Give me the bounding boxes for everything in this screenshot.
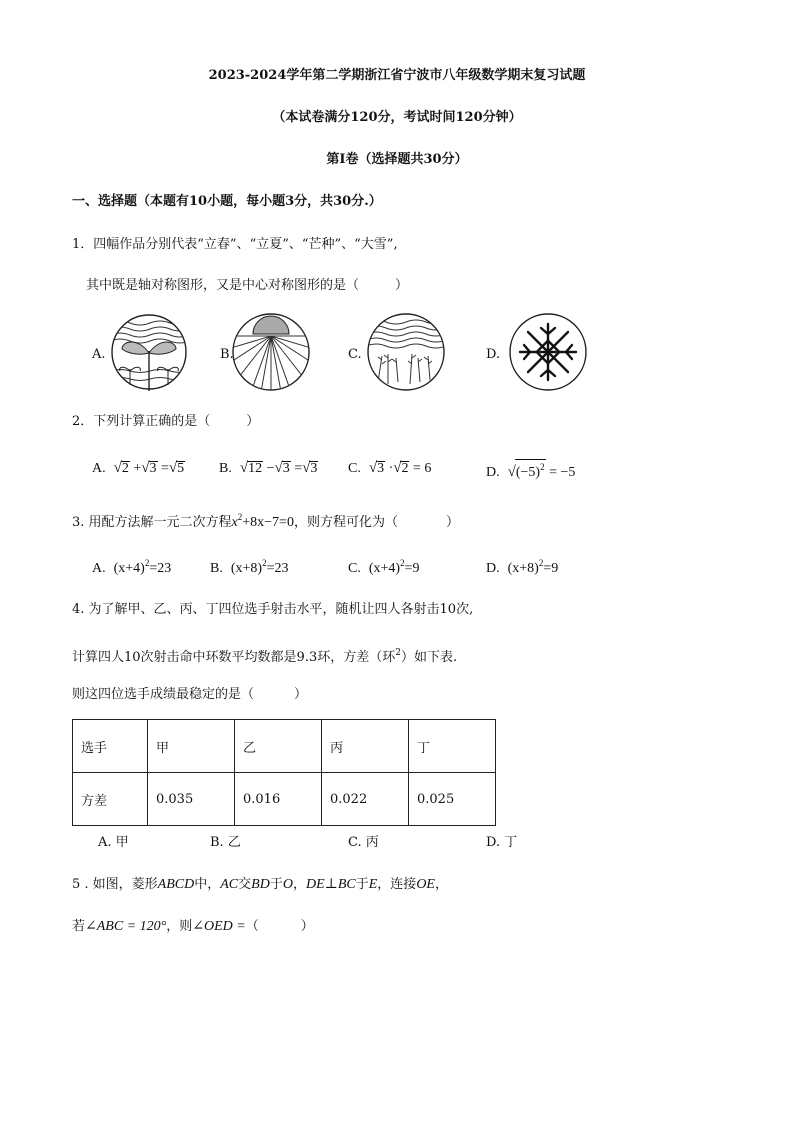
q2-a-equals: = bbox=[161, 461, 169, 476]
q2-stem bbox=[72, 413, 259, 431]
q5-de: DE bbox=[305, 877, 325, 892]
q2-option-c-label: C. bbox=[348, 461, 361, 476]
variance-table bbox=[72, 719, 496, 826]
part1-heading: 一、选择题（本题有10小题，每小题3分，共30分.） bbox=[72, 194, 382, 209]
q5-angle-abc: ∠ABC = 120° bbox=[85, 919, 167, 934]
q3-eq-rest: +8x−7=0 bbox=[242, 515, 294, 530]
q1-figure-d-snowflake bbox=[508, 312, 588, 392]
q2-option-d-label: D. bbox=[486, 465, 500, 480]
q3-b-exp: 2 bbox=[262, 558, 267, 568]
q3-option-b bbox=[210, 554, 288, 578]
q3-option-c-label: C. bbox=[348, 561, 361, 576]
q2-c-equals: = bbox=[412, 461, 421, 476]
q4-stem-close: ） bbox=[294, 687, 308, 702]
q5-text3: ，连接 bbox=[377, 877, 417, 892]
q3-eq-x: x bbox=[231, 515, 238, 530]
q1-option-b-label: B. bbox=[220, 347, 234, 362]
q3-a-rhs: =23 bbox=[149, 561, 172, 576]
q1-stem-line1: 1．四幅作品分别代表“立春”、“立夏”、“芒种”、“大雪”, bbox=[72, 237, 398, 252]
q1-stem-line2 bbox=[86, 277, 408, 295]
q1-stem-close: ） bbox=[395, 278, 409, 293]
q2-b-equals: = bbox=[294, 461, 303, 476]
q3-d-expr: (x+8) bbox=[507, 561, 539, 576]
q2-option-d: D. $√(-5)^2 = -5$ bbox=[486, 459, 575, 482]
q5-comma: ， bbox=[292, 877, 306, 892]
q2-option-b: B. √12 −√3 =√3 bbox=[219, 460, 318, 476]
table-cell: 0.035 bbox=[148, 773, 235, 826]
q2-a-operator: + bbox=[133, 461, 142, 476]
table-row bbox=[73, 720, 496, 773]
q1-option-d-label: D. bbox=[486, 347, 501, 362]
q5-e: E bbox=[368, 877, 378, 892]
q3-c-expr: (x+4) bbox=[368, 561, 401, 576]
q2-c-radicand2: 2 bbox=[401, 461, 409, 476]
q3-option-c bbox=[348, 554, 419, 578]
q2-d-inner: (−5) bbox=[515, 465, 541, 480]
q4-unit-exp: 2 bbox=[395, 648, 401, 658]
q4-option-d: D. 丁 bbox=[486, 835, 518, 850]
q4-option-b: B. 乙 bbox=[210, 835, 241, 850]
q5-angle-oed: ∠OED = bbox=[192, 919, 246, 934]
q3-c-exp: 2 bbox=[400, 558, 405, 568]
q5-yu: 于 bbox=[269, 877, 283, 892]
q5-oe: OE bbox=[416, 877, 435, 892]
q2-stem-text: 2．下列计算正确的是（ bbox=[72, 414, 211, 429]
q5-jiao: 交 bbox=[238, 877, 252, 892]
q5-text: 5 . 如图，菱形 bbox=[72, 877, 158, 892]
q5-text2: 中， bbox=[194, 877, 221, 892]
q2-b-radicand3: 3 bbox=[310, 461, 318, 476]
q1-figure-b-sun bbox=[231, 312, 311, 392]
table-cell: 方差 bbox=[73, 773, 148, 826]
q2-a-radicand1: 2 bbox=[121, 461, 129, 476]
table-row bbox=[73, 773, 496, 826]
q2-c-operator: · bbox=[388, 461, 394, 476]
q3-option-d-label: D. bbox=[486, 561, 500, 576]
exam-title: 2023-2024学年第二学期浙江省宁波市八年级数学期末复习试题 bbox=[208, 68, 586, 83]
table-cell: 0.022 bbox=[322, 773, 409, 826]
q3-eq-exp: 2 bbox=[237, 512, 243, 522]
q2-c-radicand1: 3 bbox=[377, 461, 385, 476]
q2-b-operator: − bbox=[266, 461, 275, 476]
q3-stem bbox=[72, 508, 459, 532]
table-cell: 丙 bbox=[322, 720, 409, 773]
q1-figure-a-sprout bbox=[110, 313, 188, 391]
table-cell: 0.016 bbox=[235, 773, 322, 826]
q5-paren-close: ） bbox=[300, 919, 314, 934]
q5-bc: BC bbox=[337, 877, 356, 892]
q1-option-a-label: A. bbox=[92, 347, 106, 362]
q5-o: O bbox=[282, 877, 293, 892]
q3-a-exp: 2 bbox=[144, 558, 150, 568]
q3-d-rhs: =9 bbox=[543, 561, 559, 576]
q3-option-b-label: B. bbox=[210, 561, 223, 576]
q2-c-rhs: 6 bbox=[424, 461, 432, 476]
q3-b-rhs: =23 bbox=[266, 561, 289, 576]
q3-option-d bbox=[486, 554, 558, 578]
q2-stem-close: ） bbox=[246, 414, 260, 429]
q5-text5: 若 bbox=[72, 919, 86, 934]
q5-stem-line2 bbox=[72, 918, 314, 936]
q2-b-radicand2: 3 bbox=[282, 461, 290, 476]
q3-stem-text: 3. 用配方法解一元二次方程 bbox=[72, 515, 232, 530]
q5-stem-line1 bbox=[72, 876, 448, 894]
q5-text6: ，则 bbox=[166, 919, 193, 934]
q4-stem-text: 计算四人10次射击命中环数平均数都是9.3环，方差（环 bbox=[72, 650, 396, 665]
q4-option-c: C. 丙 bbox=[348, 835, 379, 850]
q3-stem-text2: ，则方程可化为（ bbox=[293, 515, 398, 530]
q3-b-expr: (x+8) bbox=[230, 561, 263, 576]
q2-option-a: A. √2 +√3 =√5 bbox=[92, 460, 185, 476]
q5-rhombus: ABCD bbox=[157, 877, 195, 892]
q4-stem-line1: 4. 为了解甲、乙、丙、丁四位选手射击水平，随机让四人各射击10次, bbox=[72, 602, 474, 617]
q2-d-radicand bbox=[515, 459, 546, 480]
q5-perp: ⊥ bbox=[324, 877, 338, 892]
q3-option-a-label: A. bbox=[92, 561, 106, 576]
q3-d-exp: 2 bbox=[538, 558, 544, 568]
q1-figure-c-grain bbox=[366, 312, 446, 392]
q2-d-exponent: 2 bbox=[540, 462, 545, 472]
q5-paren-open: （ bbox=[245, 919, 259, 934]
q2-option-c: C. √3 ·√2 = 6 bbox=[348, 460, 432, 476]
q3-option-a bbox=[92, 554, 171, 578]
q3-stem-close: ） bbox=[445, 515, 459, 530]
q4-stem-line2 bbox=[72, 644, 457, 667]
q2-d-equals: = bbox=[549, 465, 557, 480]
table-cell: 甲 bbox=[148, 720, 235, 773]
q2-option-b-label: B. bbox=[219, 461, 232, 476]
table-cell: 0.025 bbox=[409, 773, 496, 826]
q2-a-radicand2: 3 bbox=[149, 461, 157, 476]
table-cell: 乙 bbox=[235, 720, 322, 773]
q2-option-a-label: A. bbox=[92, 461, 106, 476]
q2-b-radicand1: 12 bbox=[248, 461, 263, 476]
q4-stem-line3 bbox=[72, 686, 307, 704]
q3-a-expr: (x+4) bbox=[113, 561, 145, 576]
table-cell: 选手 bbox=[73, 720, 148, 773]
q3-c-rhs: =9 bbox=[404, 561, 420, 576]
q5-bd: BD bbox=[251, 877, 270, 892]
section-title: 第I卷（选择题共30分） bbox=[326, 152, 468, 167]
table-cell: 丁 bbox=[409, 720, 496, 773]
q2-d-rhs: −5 bbox=[560, 465, 576, 480]
q5-yu2: 于 bbox=[355, 877, 369, 892]
q1-option-c-label: C. bbox=[348, 347, 362, 362]
exam-subtitle: （本试卷满分120分，考试时间120分钟） bbox=[272, 110, 522, 125]
q1-stem-text: 其中既是轴对称图形，又是中心对称图形的是（ bbox=[86, 278, 360, 293]
q5-text4: ， bbox=[434, 877, 448, 892]
q4-option-a: A. 甲 bbox=[98, 835, 129, 850]
q5-ac: AC bbox=[220, 877, 239, 892]
q4-stem-text2: ）如下表. bbox=[400, 650, 458, 665]
q4-stem-text3: 则这四位选手成绩最稳定的是（ bbox=[72, 687, 255, 702]
q2-a-radicand3: 5 bbox=[177, 461, 185, 476]
